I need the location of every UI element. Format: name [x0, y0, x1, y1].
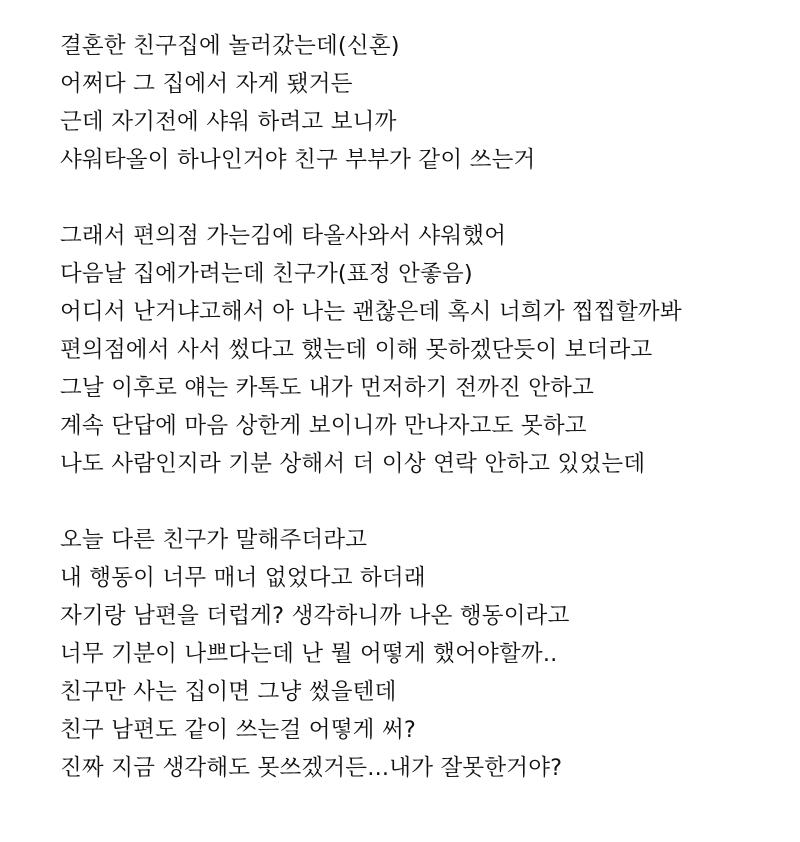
text-line: 샤워타올이 하나인거야 친구 부부가 같이 쓰는거: [60, 147, 536, 173]
text-line: 오늘 다른 친구가 말해주더라고: [60, 527, 368, 553]
text-line: 편의점에서 사서 썼다고 했는데 이해 못하겠단듯이 보더라고: [60, 337, 653, 363]
text-line: 다음날 집에가려는데 친구가(표정 안좋음): [60, 261, 473, 287]
text-line: 그래서 편의점 가는김에 타올사와서 샤워했어: [60, 223, 507, 249]
text-line: 자기랑 남편을 더럽게? 생각하니까 나온 행동이라고: [60, 603, 570, 629]
text-line: 어디서 난거냐고해서 아 나는 괜찮은데 혹시 너희가 찝찝할까봐: [60, 299, 682, 325]
text-line: 그날 이후로 얘는 카톡도 내가 먼저하기 전까진 안하고: [60, 375, 595, 401]
paragraph-spacer: [60, 483, 780, 521]
paragraph-2: [60, 217, 780, 483]
text-line: 어쩌다 그 집에서 자게 됐거든: [60, 71, 353, 97]
text-line: 나도 사람인지라 기분 상해서 더 이상 연락 안하고 있었는데: [60, 451, 646, 477]
text-line: 계속 단답에 마음 상한게 보이니까 만나자고도 못하고: [60, 413, 587, 439]
text-line: 너무 기분이 나쁘다는데 난 뭘 어떻게 했어야할까..: [60, 641, 558, 667]
paragraph-3: [60, 521, 780, 787]
text-line: 친구만 사는 집이면 그냥 썼을텐데: [60, 679, 397, 705]
text-line: 근데 자기전에 샤워 하려고 보니까: [60, 109, 397, 135]
text-line: 진짜 지금 생각해도 못쓰겠거든...내가 잘못한거야?: [60, 755, 563, 781]
post-body: [60, 27, 780, 787]
text-line: 내 행동이 너무 매너 없었다고 하더래: [60, 565, 426, 591]
paragraph-spacer: [60, 179, 780, 217]
paragraph-1: [60, 27, 780, 179]
text-line: 친구 남편도 같이 쓰는걸 어떻게 써?: [60, 717, 416, 743]
text-line: 결혼한 친구집에 놀러갔는데(신혼): [60, 33, 400, 59]
